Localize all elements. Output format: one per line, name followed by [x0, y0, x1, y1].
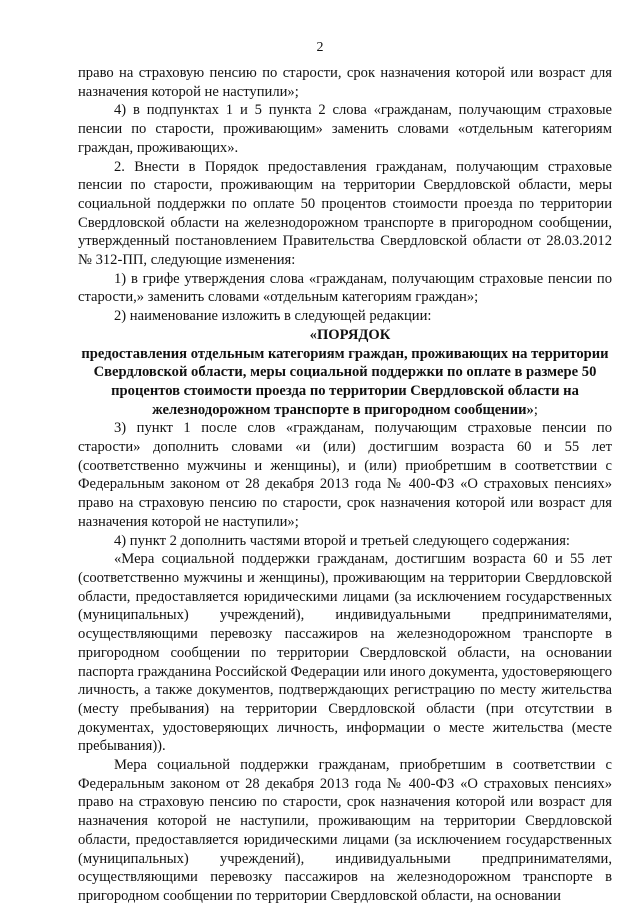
- order-heading-subtitle-text: предоставления отдельным категориям граждан, проживающих на территории Свердловской области, меры социальной поддержки по оплате в размере 50 процентов стоимости проезда по территории Свердловской области на железнодорожном транспорте в пригородном сообщении»: [81, 345, 609, 418]
- paragraph-quote-part-2: «Мера социальной поддержки гражданам, достигшим возраста 60 и 55 лет (соответственно мужчины и женщины), проживающим на территории Свердловской области, предоставляется юридическими лицами (за исключением государственных (муниципальных) учреждений), индивидуальными предпринимателями, осуществляющими перевозку пассажиров на железнодорожном транспорте в пригородном сообщении по территории Свердловской области, на основании паспорта гражданина Российской Федерации или иного документа, удостоверяющего личность, а также документов, подтверждающих регистрацию по месту жительства (месту пребывания) на территории Свердловской области (при отсутствии в документах, удостоверяющих личность, информации о месте жительства (месте пребывания)).: [78, 551, 612, 755]
- order-heading-title: «ПОРЯДОК: [309, 326, 391, 343]
- order-heading-subtitle: [78, 345, 612, 420]
- document-body: [78, 64, 612, 906]
- paragraph-item-3: 3) пункт 1 после слов «гражданам, получающим страховые пенсии по старости» дополнить словами «и (или) достигшим возраста 60 и 55 лет (соответственно мужчины и женщины), и (или) приобретшим в соответствии с Федеральным законом от 28 декабря 2013 года № 400-ФЗ «О страховых пенсиях» право на страховую пенсию по старости, срок назначения которой или возраст для назначения которой не наступили»;: [78, 420, 612, 530]
- page-number: 2: [316, 40, 324, 55]
- paragraph-item-2: 2) наименование изложить в следующей редакции:: [114, 308, 432, 325]
- paragraph-continuation: право на страховую пенсию по старости, срок назначения которой или возраст для назначения которой не наступили»;: [78, 65, 612, 100]
- paragraph-quote-part-3: Мера социальной поддержки гражданам, приобретшим в соответствии с Федеральным законом от 28 декабря 2013 года № 400-ФЗ «О страховых пенсиях» право на страховую пенсию по старости, срок назначения которой или возраст для назначения которой не наступили, проживающим на территории Свердловской области, предоставляется юридическими лицами (за исключением государственных (муниципальных) учреждений), индивидуальными предпринимателями, осуществляющими перевозку пассажиров на железнодорожном транспорте в пригородном сообщении по территории Свердловской области, на основании: [78, 757, 612, 904]
- paragraph-item-4: 4) в подпунктах 1 и 5 пункта 2 слова «гражданам, получающим страховые пенсии по старости, проживающим» заменить словами «отдельным категориям граждан, проживающих».: [78, 102, 612, 156]
- paragraph-section-2: 2. Внести в Порядок предоставления гражданам, получающим страховые пенсии по старости, проживающим на территории Свердловской области, меры социальной поддержки по оплате 50 процентов стоимости проезда по территории Свердловской области на железнодорожном транспорте в пригородном сообщении, утвержденный постановлением Правительства Свердловской области от 28.03.2012 № 312-ПП, следующие изменения:: [78, 158, 612, 269]
- order-heading-suffix: ;: [533, 401, 538, 418]
- paragraph-item-1: 1) в грифе утверждения слова «гражданам, получающим страховые пенсии по старости,» заменить словами «отдельным категориям граждан»;: [78, 270, 612, 306]
- paragraph-item-4b: 4) пункт 2 дополнить частями второй и третьей следующего содержания:: [114, 532, 570, 549]
